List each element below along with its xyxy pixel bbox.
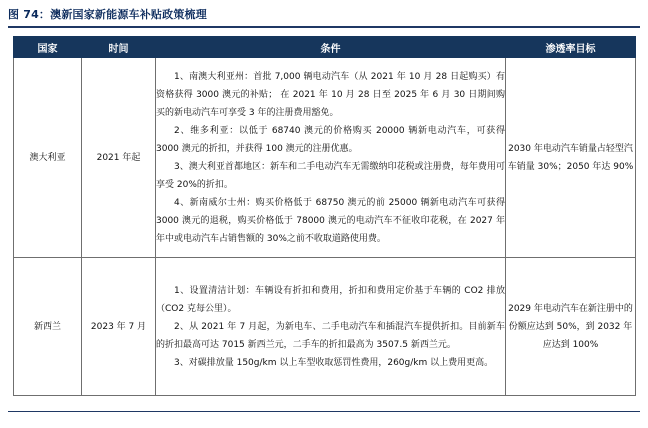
condition-item: 1、南澳大利亚州：首批 7,000 辆电动汽车（从 2021 年 10 月 28 日起购买）有资格获得 3000 澳元的补贴； 在 2021 年 10 月 28 日至 2025 年 6 月 30 日期间购买的新电动汽车可享受 3 年的注册费用豁免。 <box>156 71 505 118</box>
condition-item: 1、设置清洁计划：车辆设有折扣和费用，折扣和费用定价基于车辆的 CO2 排放 （CO2 克每公里）。 <box>156 285 505 314</box>
header-penetration-target: 渗透率目标 <box>506 37 636 58</box>
condition-item: 2、从 2021 年 7 月起，为新电车、二手电动汽车和插混汽车提供折扣。目前新车的折扣最高可达 7015 新西兰元，二手车的折扣最高为 3507.5 新西兰元。 <box>156 321 505 350</box>
condition-item: 4、新南威尔士州：购买价格低于 68750 澳元的前 25000 辆新电动汽车可获得 3000 澳元的退税，购买价格低于 78000 澳元的电动汽车不征收印花税，在 2027 年年中或电动汽车占销售额的 30%之前不收取道路使用费。 <box>156 197 505 244</box>
target-cell: 2030 年电动汽车销量占轻型汽车销量 30%；2050 年达 90% <box>506 58 636 258</box>
header-country: 国家 <box>14 37 82 58</box>
condition-item: 3、澳大利亚首都地区：新车和二手电动汽车无需缴纳印花税或注册费，每年费用可享受 20%的折扣。 <box>156 161 505 190</box>
condition-item: 3、对碳排放量 150g/km 以上车型收取惩罚性费用，260g/km 以上费用更高。 <box>174 357 494 368</box>
table-header-row <box>14 37 636 58</box>
country-cell: 新西兰 <box>14 258 82 396</box>
figure-title: 图 74：澳新国家新能源车补贴政策梳理 <box>8 8 207 21</box>
subsidy-policy-table <box>13 36 636 396</box>
table-row <box>14 58 636 258</box>
header-time: 时间 <box>82 37 156 58</box>
header-conditions: 条件 <box>156 37 506 58</box>
bottom-divider <box>8 411 640 412</box>
table-row <box>14 258 636 396</box>
time-cell: 2023 年 7 月 <box>82 258 156 396</box>
target-cell: 2029 年电动汽车在新注册中的份额应达到 50%，到 2032 年应达到 100% <box>506 258 636 396</box>
conditions-cell <box>156 58 506 258</box>
condition-item: 2、维多利亚：以低于 68740 澳元的价格购买 20000 辆新电动汽车，可获得 3000 澳元的折扣，并获得 100 澳元的注册优惠。 <box>156 125 505 154</box>
time-cell: 2021 年起 <box>82 58 156 258</box>
country-cell: 澳大利亚 <box>14 58 82 258</box>
conditions-cell <box>156 258 506 396</box>
title-divider <box>8 26 640 28</box>
